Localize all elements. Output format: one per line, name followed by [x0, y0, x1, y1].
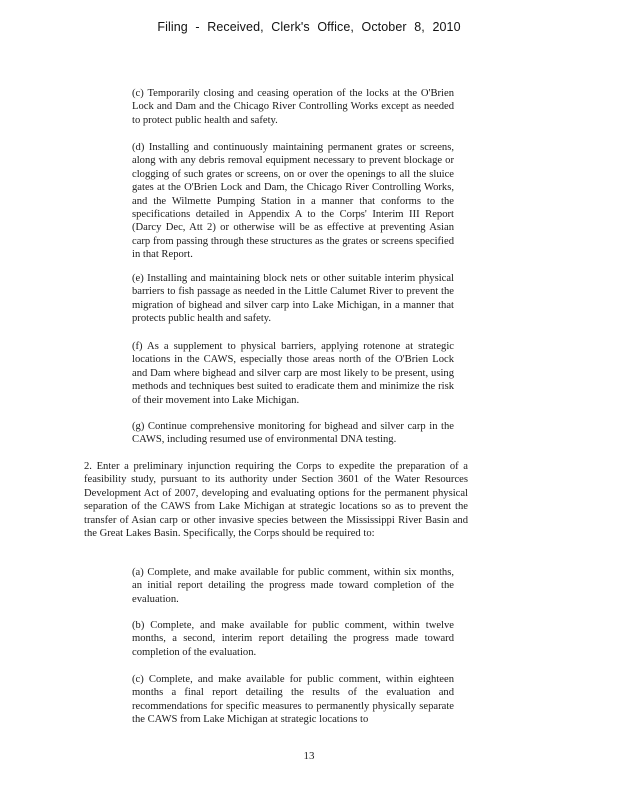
filing-header: Filing - Received, Clerk's Office, October 8, 2010 — [157, 20, 461, 34]
paragraph-a-initial-report: (a) Complete, and make available for public comment, within six months, an initial report detailing the progress made toward completion of the evaluation. — [132, 567, 454, 605]
paragraph-c-locks: (c) Temporarily closing and ceasing operation of the locks at the O'Brien Lock and Dam and the Chicago River Controlling Works except as needed to protect public health and safety. — [132, 88, 454, 126]
paragraph-g-monitoring: (g) Continue comprehensive monitoring for bighead and silver carp in the CAWS, including resumed use of environmental DNA testing. — [132, 421, 454, 446]
paragraph-c-final-report: (c) Complete, and make available for public comment, within eighteen months a final report detailing the results of the evaluation and recommendations for specific measures to permanently physically separate the CAWS from Lake Michigan at strategic locations to — [132, 674, 454, 726]
paragraph-2-injunction: 2. Enter a preliminary injunction requiring the Corps to expedite the preparation of a feasibility study, pursuant to its authority under Section 3601 of the Water Resources Development Act of 2007, developing and evaluating options for the permanent physical separation of the CAWS from Lake Michigan at strategic locations so as to prevent the transfer of Asian carp or other invasive species between the Mississippi River Basin and the Great Lakes Basin. Specifically, the Corps should be required to: — [84, 461, 468, 540]
page-number: 13 — [303, 750, 315, 762]
paragraph-b-interim-report: (b) Complete, and make available for public comment, within twelve months, a second, interim report detailing the progress made toward completion of the evaluation. — [132, 620, 454, 658]
paragraph-d-grates: (d) Installing and continuously maintaining permanent grates or screens, along with any debris removal equipment necessary to prevent blockage or clogging of such grates or screens, on or over the openings to all the sluice gates at the O'Brien Lock and Dam, the Chicago River Controlling Works, and the Wilmette Pumping Station in a manner that conforms to the specifications detailed in Appendix A to the Corps' Interim III Report (Darcy Dec, Att 2) or otherwise will be as effective at preventing Asian carp from passing through these structures as the grates or screens specified in that Report. — [132, 142, 454, 261]
paragraph-f-rotenone: (f) As a supplement to physical barriers, applying rotenone at strategic locations in the CAWS, especially those areas north of the O'Brien Lock and Dam where bighead and silver carp are most likely to be present, using methods and techniques best suited to eradicate them and minimize the risk of their movement into Lake Michigan. — [132, 341, 454, 406]
paragraph-e-block-nets: (e) Installing and maintaining block nets or other suitable interim physical barriers to fish passage as needed in the Little Calumet River to prevent the migration of bighead and silver carp into Lake Michigan, in a manner that protects public health and safety. — [132, 273, 454, 325]
